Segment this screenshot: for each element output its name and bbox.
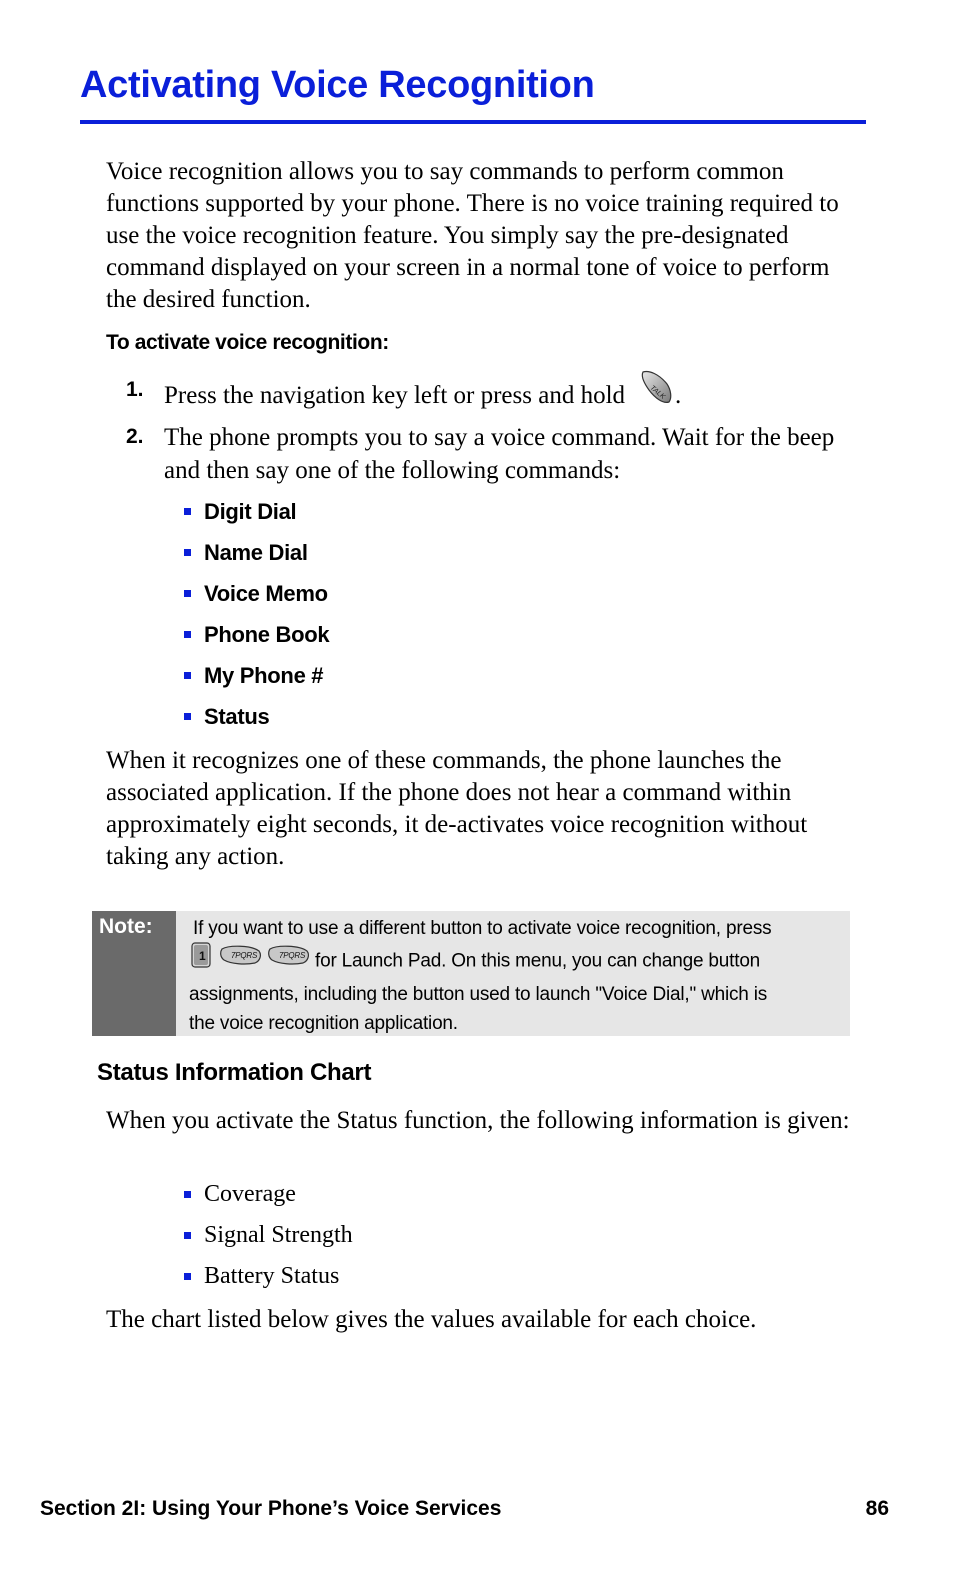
list-item [184, 491, 329, 532]
step-text [164, 374, 864, 421]
list-item [184, 614, 329, 655]
status-intro-paragraph: When you activate the Status function, the following information is given: [106, 1107, 850, 1134]
command-label: Voice Memo [204, 581, 328, 606]
bullet-icon [184, 1273, 191, 1280]
note-text [189, 914, 847, 1038]
command-list [184, 491, 329, 737]
step-1-text: Press the navigation key left or press and hold [164, 382, 626, 410]
footer-section-title: Section 2I: Using Your Phone’s Voice Services [40, 1497, 502, 1520]
page-title: Activating Voice Recognition [80, 64, 595, 106]
list-item [184, 696, 329, 737]
page-number: 86 [865, 1497, 889, 1520]
intro-paragraph: Voice recognition allows you to say commands to perform common functions supported by your phone. There is no voice training required to use the voice recognition feature. You simply say the pre-designated command displayed on your screen in a normal tone of voice to perform the desired function. [106, 158, 839, 313]
list-item [184, 532, 329, 573]
step-number: 2. [126, 425, 144, 448]
note-line: assignments, including the button used to launch "Voice Dial," which is [189, 984, 768, 1005]
svg-text:TALK: TALK [648, 384, 667, 401]
activate-subheading: To activate voice recognition: [106, 331, 389, 354]
step-text: The phone prompts you to say a voice command. Wait for the beep and then say one of the following commands: [164, 424, 835, 484]
note-line [189, 943, 847, 980]
key-7-icon [267, 943, 311, 976]
note-label: Note: [99, 915, 153, 938]
talk-key-icon [639, 368, 675, 415]
bullet-icon [184, 672, 191, 679]
bullet-icon [184, 631, 191, 638]
note-label-panel [92, 911, 176, 1036]
note-box [92, 911, 850, 1036]
svg-text:7PQRS: 7PQRS [231, 951, 258, 960]
status-item-label: Signal Strength [204, 1222, 353, 1248]
list-item [184, 1215, 353, 1256]
status-item-label: Battery Status [204, 1263, 340, 1289]
command-label: Name Dial [204, 540, 308, 565]
key-7-icon [219, 943, 263, 976]
list-item [184, 1256, 353, 1297]
command-label: Status [204, 704, 270, 729]
command-label: My Phone # [204, 663, 324, 688]
status-item-label: Coverage [204, 1181, 296, 1207]
list-item [184, 573, 329, 614]
list-item [184, 1174, 353, 1215]
bullet-icon [184, 590, 191, 597]
bullet-icon [184, 713, 191, 720]
status-outro-paragraph: The chart listed below gives the values available for each choice. [106, 1306, 757, 1333]
bullet-icon [184, 508, 191, 515]
list-item [184, 655, 329, 696]
note-line: If you want to use a different button to activate voice recognition, press [193, 918, 772, 939]
command-label: Digit Dial [204, 499, 297, 524]
title-divider [80, 120, 866, 124]
step-1-period: . [675, 382, 682, 410]
bullet-icon [184, 1232, 191, 1239]
status-section-title: Status Information Chart [97, 1059, 372, 1086]
svg-text:7PQRS: 7PQRS [279, 951, 306, 960]
step-number: 1. [126, 378, 144, 401]
note-line: the voice recognition application. [189, 1013, 458, 1034]
svg-text:1: 1 [199, 949, 206, 963]
bullet-icon [184, 549, 191, 556]
command-label: Phone Book [204, 622, 330, 647]
key-1-icon [189, 941, 215, 978]
after-commands-paragraph: When it recognizes one of these commands, the phone launches the associated application. If the phone does not hear a command within approximately eight seconds, it de-activates voice recognition without taking any action. [106, 747, 808, 870]
status-info-list [184, 1174, 353, 1297]
bullet-icon [184, 1191, 191, 1198]
note-line-2-text: for Launch Pad. On this menu, you can change button [315, 950, 761, 972]
